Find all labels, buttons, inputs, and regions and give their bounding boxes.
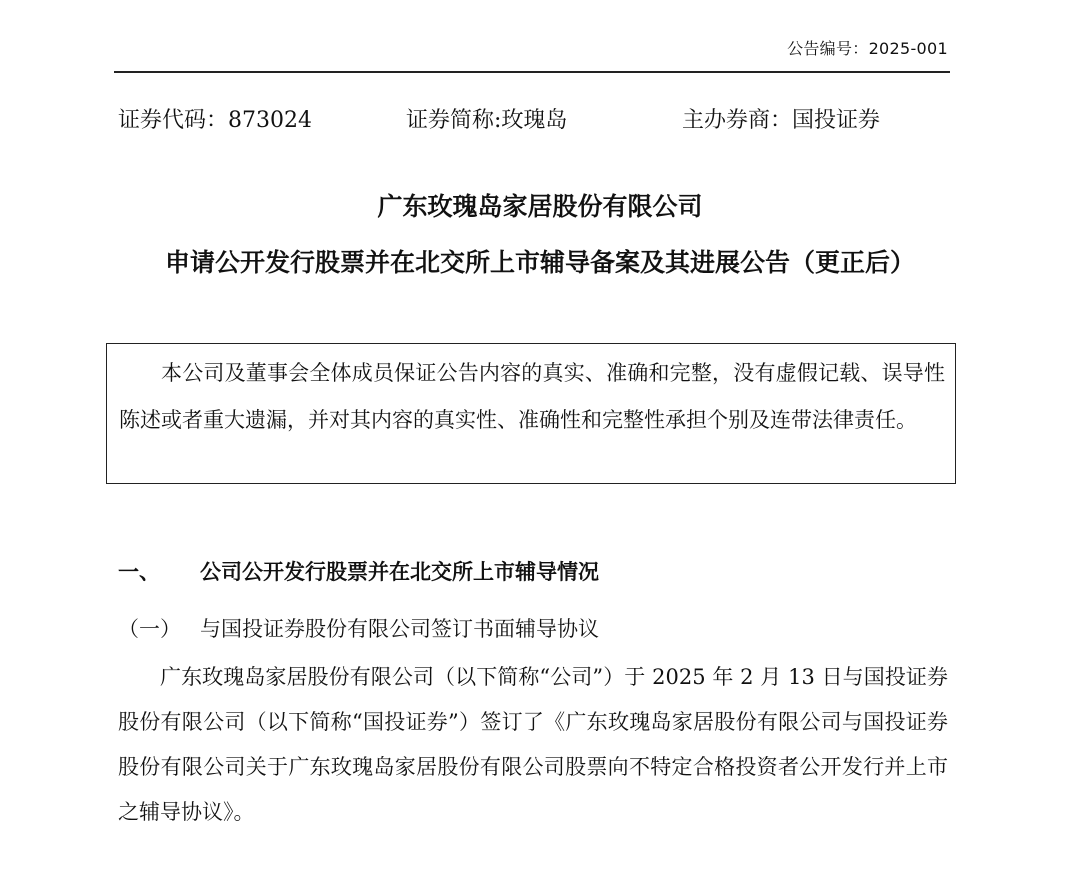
section-heading	[118, 556, 599, 586]
notice-number: 公告编号：2025-001	[787, 39, 948, 58]
header-rule	[114, 71, 950, 73]
security-info-row	[118, 103, 958, 137]
body-paragraph: 广东玫瑰岛家居股份有限公司（以下简称“公司”）于 2025 年 2 月 13 日与国投证券股份有限公司（以下简称“国投证券”）签订了《广东玫瑰岛家居股份有限公司与国投证券股份有限公司关于广东玫瑰岛家居股份有限公司股票向不特定合格投资者公开发行并上市之辅导协议》。	[118, 665, 948, 824]
board-guarantee-box	[106, 343, 956, 484]
subsection-number: （一）	[118, 617, 181, 641]
security-abbreviation: 证券简称:玫瑰岛	[406, 108, 568, 133]
section-number: 一、	[118, 560, 160, 584]
lead-broker: 主办券商：国投证券	[682, 108, 881, 133]
subsection-title: 与国投证券股份有限公司签订书面辅导协议	[200, 617, 599, 641]
section-title: 公司公开发行股票并在北交所上市辅导情况	[200, 560, 599, 584]
security-code: 证券代码：873024	[118, 108, 312, 133]
board-guarantee-text: 本公司及董事会全体成员保证公告内容的真实、准确和完整，没有虚假记载、误导性陈述或者重大遗漏，并对其内容的真实性、准确性和完整性承担个别及连带法律责任。	[119, 361, 945, 432]
announcement-title: 申请公开发行股票并在北交所上市辅导备案及其进展公告（更正后）	[164, 248, 915, 277]
company-title: 广东玫瑰岛家居股份有限公司	[377, 192, 703, 221]
subsection-heading	[118, 613, 599, 643]
